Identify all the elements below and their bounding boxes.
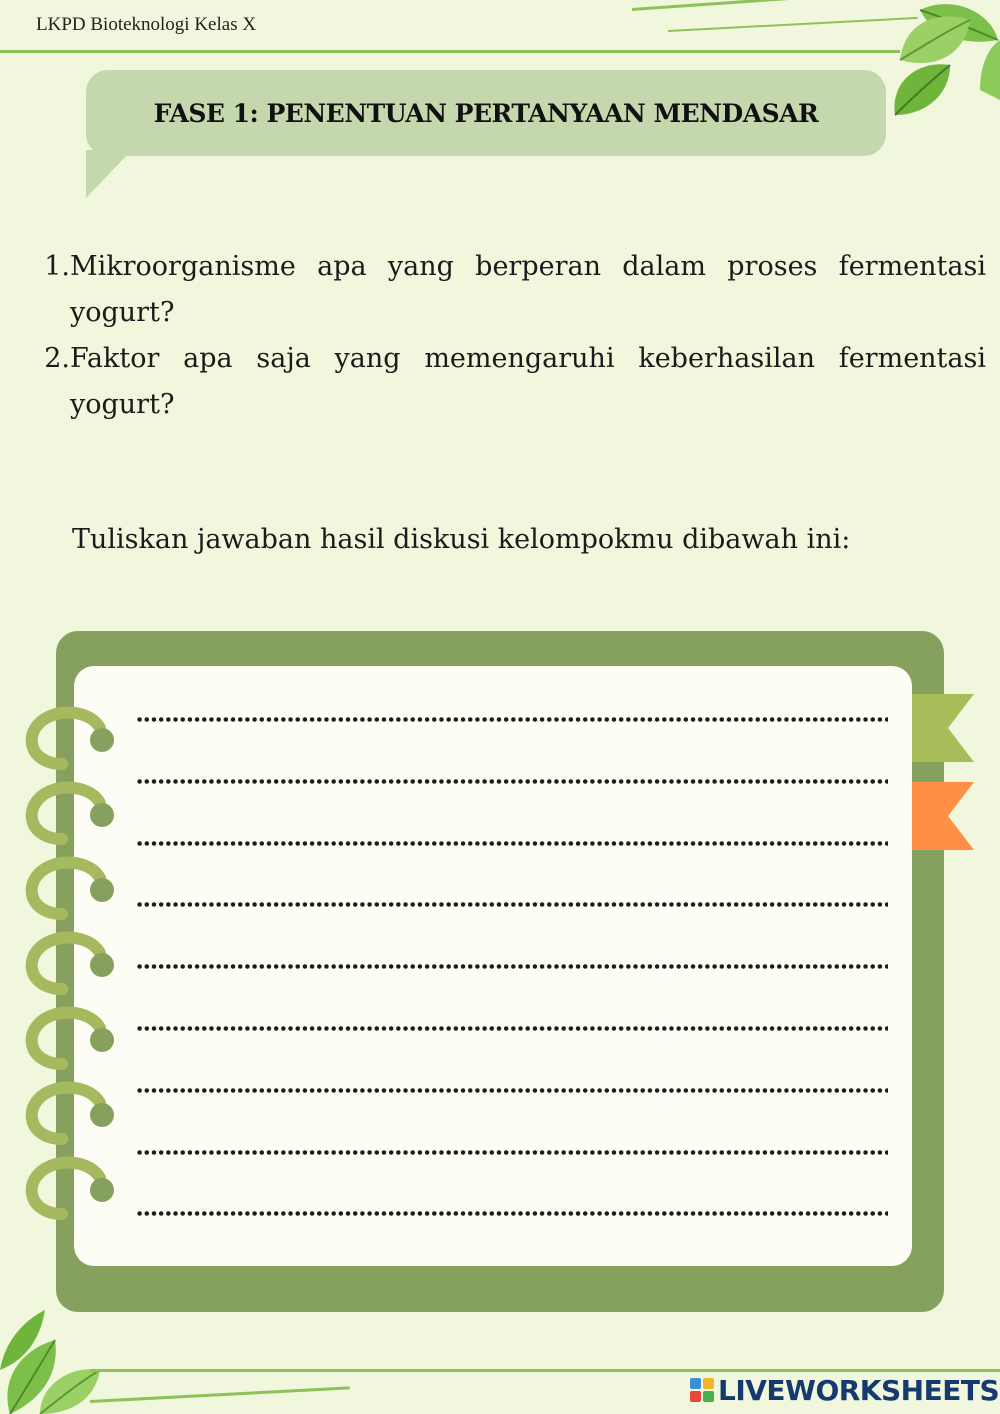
spiral-ring-icon	[22, 856, 118, 922]
liveworksheets-logo-icon	[690, 1378, 714, 1402]
phase-title: FASE 1: PENENTUAN PERTANYAAN MENDASAR	[153, 98, 819, 128]
answer-line[interactable]	[136, 964, 888, 969]
answer-line[interactable]	[136, 1088, 888, 1093]
bookmark-tab-icon	[912, 782, 974, 850]
question-text: Faktor apa saja yang memengaruhi keberhasilan fermentasi yogurt?	[70, 343, 986, 420]
bubble-tail	[86, 150, 132, 198]
spiral-ring-icon	[22, 931, 118, 997]
list-item	[40, 336, 986, 428]
answer-line[interactable]	[136, 841, 888, 846]
question-text: Mikroorganisme apa yang berperan dalam proses fermentasi yogurt?	[70, 251, 986, 328]
liveworksheets-logo[interactable]	[690, 1372, 999, 1408]
answer-line[interactable]	[136, 902, 888, 907]
leaf-icon	[880, 0, 1000, 130]
spiral-ring-icon	[22, 706, 118, 772]
header-label: LKPD Bioteknologi Kelas X	[36, 14, 257, 35]
brand-text: LIVEWORKSHEETS	[718, 1373, 1000, 1407]
list-item	[40, 244, 986, 336]
leaf-icon	[0, 1300, 110, 1414]
spiral-ring-icon	[22, 1156, 118, 1222]
answer-line[interactable]	[136, 779, 888, 784]
answer-line[interactable]	[136, 1150, 888, 1155]
question-number: 2.	[44, 343, 70, 374]
bottom-divider-accent	[90, 1386, 350, 1403]
top-divider-accent	[632, 0, 922, 11]
question-number: 1.	[44, 251, 70, 282]
spiral-ring-icon	[22, 1081, 118, 1147]
spiral-ring-icon	[22, 1006, 118, 1072]
top-divider	[0, 50, 900, 53]
answer-line[interactable]	[136, 717, 888, 722]
spiral-ring-icon	[22, 781, 118, 847]
answer-line[interactable]	[136, 1211, 888, 1216]
answer-line[interactable]	[136, 1026, 888, 1031]
question-list	[40, 244, 986, 428]
instruction-text: Tuliskan jawaban hasil diskusi kelompokmu dibawah ini:	[72, 524, 851, 555]
bookmark-tab-icon	[912, 694, 974, 762]
